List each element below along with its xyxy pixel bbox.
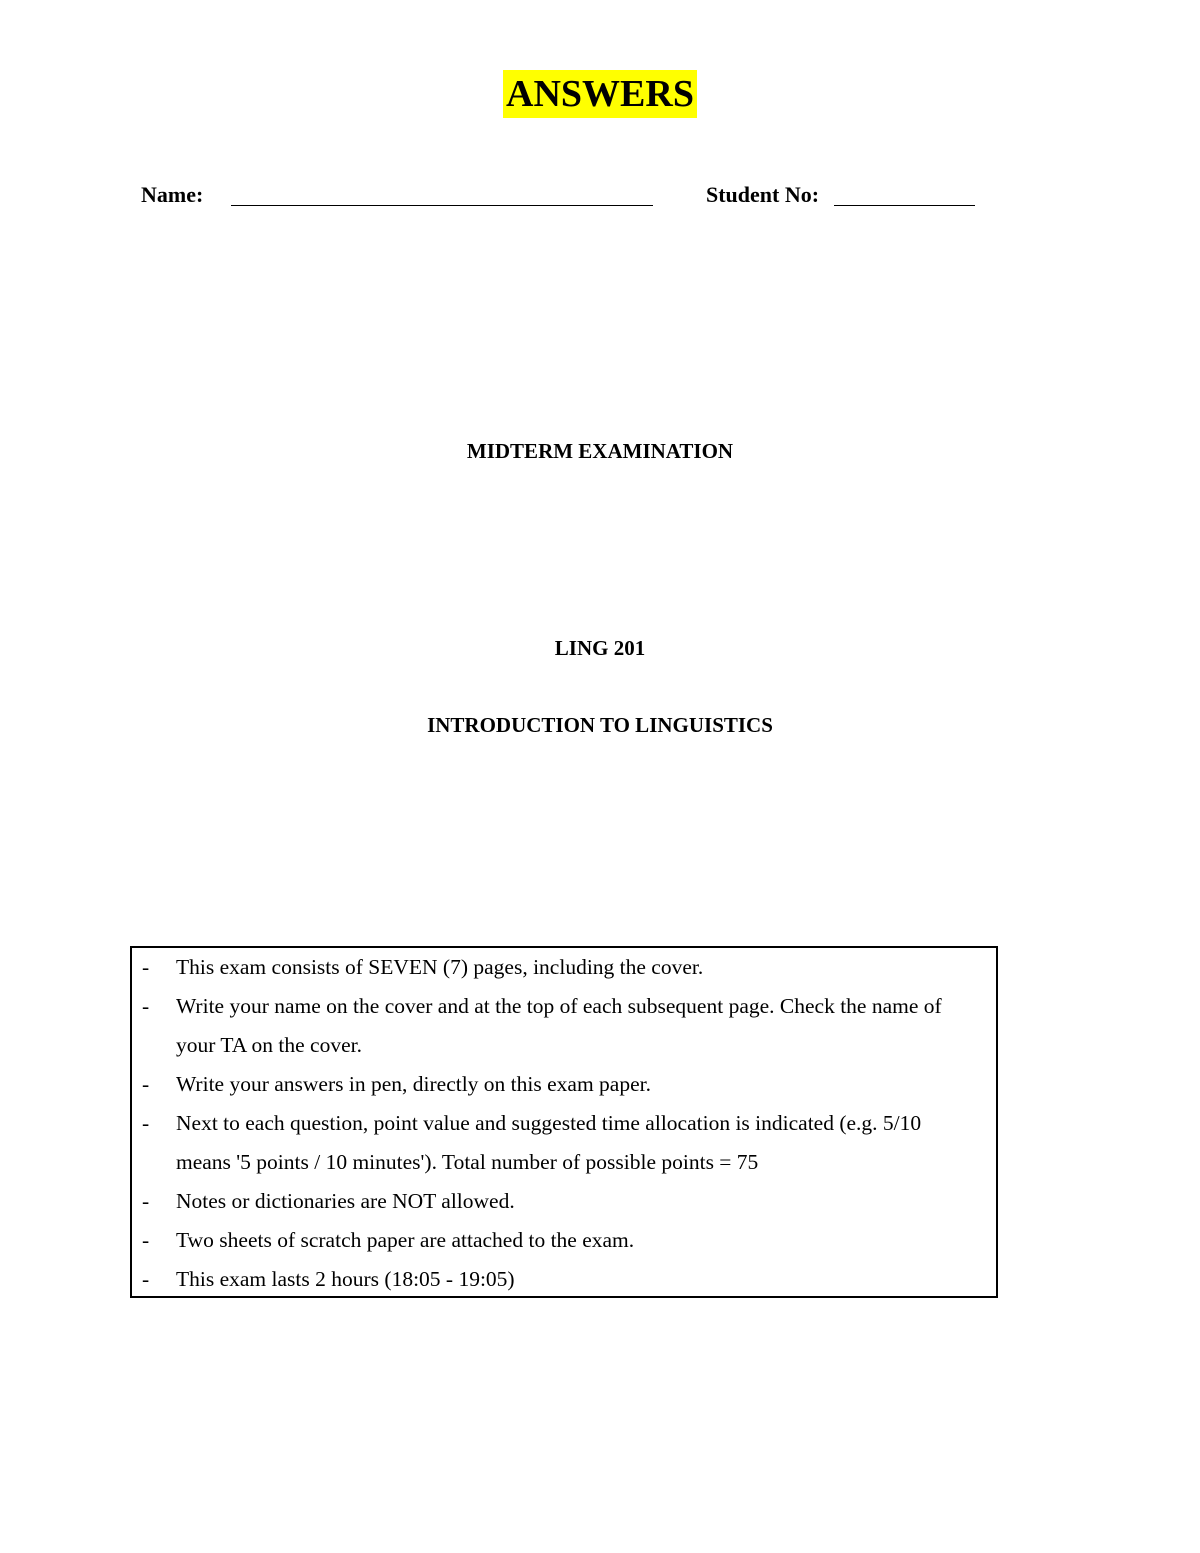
instruction-item [132,987,996,1065]
course-code-heading: LING 201 [554,636,646,660]
course-name-heading: INTRODUCTION TO LINGUISTICS [427,713,773,737]
student-no-field[interactable] [834,205,975,206]
answers-highlight: ANSWERS [503,70,697,118]
instruction-item [132,948,996,987]
instruction-text: Notes or dictionaries are NOT allowed. [176,1189,515,1213]
answers-banner [0,70,1200,118]
instructions-box [130,946,998,1298]
bullet-dash: - [142,1267,150,1291]
instruction-text: This exam consists of SEVEN (7) pages, including the cover. [176,955,704,979]
instruction-text: Next to each question, point value and suggested time allocation is indicated (e.g. 5/10 means '5 points / 10 minutes'). Total number of possible points = 75 [176,1111,922,1174]
student-no-label: Student No: [706,182,820,207]
instruction-item [132,1104,996,1182]
instruction-item [132,1182,996,1221]
instruction-text: Write your name on the cover and at the top of each subsequent page. Check the name of your TA on the cover. [176,994,942,1057]
exam-type-heading: MIDTERM EXAMINATION [466,439,734,463]
bullet-dash: - [142,1228,150,1252]
instruction-item [132,1260,996,1299]
bullet-dash: - [142,1111,150,1135]
instruction-item [132,1065,996,1104]
name-field[interactable] [231,205,653,206]
instructions-list [132,948,996,1299]
bullet-dash: - [142,1189,150,1213]
instruction-text: Write your answers in pen, directly on this exam paper. [176,1072,651,1096]
bullet-dash: - [142,1072,150,1096]
instruction-text: This exam lasts 2 hours (18:05 - 19:05) [176,1267,515,1291]
instruction-text: Two sheets of scratch paper are attached to the exam. [176,1228,635,1252]
instruction-item [132,1221,996,1260]
bullet-dash: - [142,994,150,1018]
name-label: Name: [141,182,204,207]
bullet-dash: - [142,955,150,979]
